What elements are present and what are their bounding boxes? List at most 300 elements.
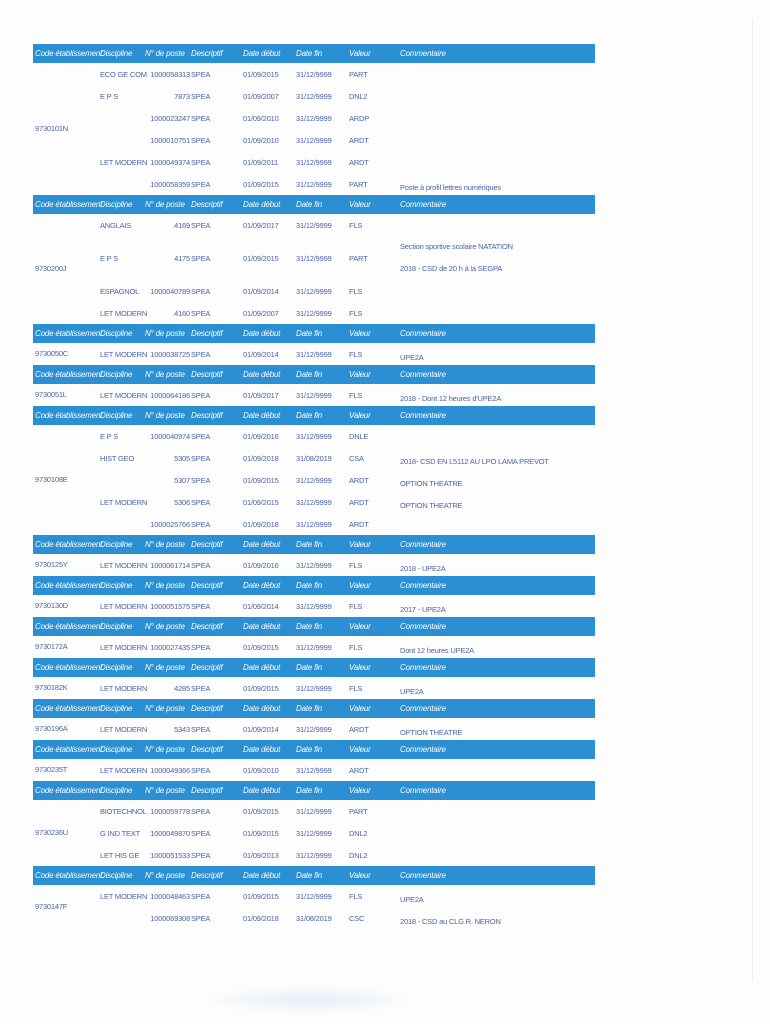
date-debut-cell: 01/09/2015 xyxy=(243,498,279,507)
descriptif-cell: SPEA xyxy=(191,309,211,318)
table-row xyxy=(33,595,595,617)
poste-number-cell: 1000038725 xyxy=(150,350,190,359)
table-header xyxy=(33,617,595,636)
etab-code: 9730235T xyxy=(35,765,68,774)
valeur-cell: ARDT xyxy=(349,136,369,145)
header-cell: Date fin xyxy=(296,704,322,713)
valeur-cell: PART xyxy=(349,180,368,189)
commentaire-cell: OPTION THEATRE xyxy=(400,479,463,488)
discipline-cell: BIOTECHNOL xyxy=(100,807,147,816)
poste-number-cell: 5343 xyxy=(174,725,190,734)
header-cell: Code établissement xyxy=(35,49,103,58)
table-row xyxy=(33,907,595,929)
header-cell: Commentaire xyxy=(400,370,446,379)
header-cell: Descriptif xyxy=(191,370,223,379)
etab-code: 9730236U xyxy=(35,828,69,837)
etab-block xyxy=(33,365,595,406)
discipline-cell: E P S xyxy=(100,432,119,441)
date-fin-cell: 31/12/9999 xyxy=(296,684,332,693)
date-fin-cell: 31/12/9999 xyxy=(296,851,332,860)
date-fin-cell: 31/12/9999 xyxy=(296,602,332,611)
commentaire-cell: Section sportive scolaire NATATION xyxy=(400,242,513,251)
table-row xyxy=(33,554,595,576)
poste-number-cell: 1000027435 xyxy=(150,643,190,652)
header-cell: Discipline xyxy=(100,786,133,795)
header-cell: Date début xyxy=(243,200,281,209)
date-debut-cell: 01/09/2014 xyxy=(243,287,279,296)
table-row xyxy=(33,447,595,469)
header-cell: Descriptif xyxy=(191,704,223,713)
poste-number-cell: 1000025766 xyxy=(150,520,190,529)
discipline-cell: LET HIS GE xyxy=(100,851,140,860)
header-cell: Descriptif xyxy=(191,581,223,590)
descriptif-cell: SPEA xyxy=(191,684,211,693)
descriptif-cell: SPEA xyxy=(191,498,211,507)
date-debut-cell: 01/09/2010 xyxy=(243,114,279,123)
poste-number-cell: 1000058313 xyxy=(150,70,190,79)
header-cell: Discipline xyxy=(100,745,133,754)
header-cell: N° de poste xyxy=(145,581,185,590)
poste-number-cell: 1000059778 xyxy=(150,807,190,816)
discipline-cell: LET MODERN xyxy=(100,158,148,167)
header-cell: Discipline xyxy=(100,581,133,590)
header-cell: Commentaire xyxy=(400,786,446,795)
header-cell: Date début xyxy=(243,663,281,672)
valeur-cell: ARDP xyxy=(349,114,370,123)
header-cell: Code établissement xyxy=(35,663,103,672)
poste-number-cell: 1000064186 xyxy=(150,391,190,400)
table-header xyxy=(33,658,595,677)
table-row xyxy=(33,236,595,280)
header-cell: N° de poste xyxy=(145,370,185,379)
header-cell: Date début xyxy=(243,411,281,420)
table-row xyxy=(33,844,595,866)
descriptif-cell: SPEA xyxy=(191,851,211,860)
header-cell: Date début xyxy=(243,745,281,754)
descriptif-cell: SPEA xyxy=(191,287,211,296)
date-debut-cell: 01/09/2015 xyxy=(243,807,279,816)
table-row xyxy=(33,302,595,324)
table-row xyxy=(33,759,595,781)
valeur-cell: FLS xyxy=(349,391,363,400)
header-cell: Date début xyxy=(243,329,281,338)
poste-number-cell: 1000049870 xyxy=(150,829,190,838)
header-cell: Discipline xyxy=(100,540,133,549)
valeur-cell: ARDT xyxy=(349,725,369,734)
etab-block xyxy=(33,406,595,535)
header-cell: Date fin xyxy=(296,370,322,379)
date-debut-cell: 01/09/2017 xyxy=(243,221,279,230)
header-cell: Code établissement xyxy=(35,581,103,590)
descriptif-cell: SPEA xyxy=(191,561,211,570)
header-cell: Commentaire xyxy=(400,581,446,590)
table-header xyxy=(33,406,595,425)
header-cell: Code établissement xyxy=(35,704,103,713)
valeur-cell: DNL2 xyxy=(349,92,368,101)
header-cell: Code établissement xyxy=(35,370,103,379)
header-cell: Date fin xyxy=(296,581,322,590)
header-cell: Descriptif xyxy=(191,329,223,338)
discipline-cell: E P S xyxy=(100,254,119,263)
valeur-cell: ARDT xyxy=(349,158,369,167)
header-cell: Discipline xyxy=(100,622,133,631)
date-debut-cell: 01/09/2018 xyxy=(243,914,279,923)
date-fin-cell: 31/12/9999 xyxy=(296,309,332,318)
poste-number-cell: 5306 xyxy=(174,498,190,507)
header-cell: Date fin xyxy=(296,540,322,549)
poste-number-cell: 1000069308 xyxy=(150,914,190,923)
header-cell: Discipline xyxy=(100,200,133,209)
commentaire-cell: 2018 - CSD de 20 h à la SEGPA xyxy=(400,264,503,273)
table-row xyxy=(33,636,595,658)
header-cell: Code établissement xyxy=(35,329,103,338)
valeur-cell: DNLE xyxy=(349,432,369,441)
header-cell: Code établissement xyxy=(35,786,103,795)
date-fin-cell: 31/12/9999 xyxy=(296,180,332,189)
valeur-cell: FLS xyxy=(349,892,363,901)
poste-number-cell: 1000048463 xyxy=(150,892,190,901)
commentaire-cell: 2018- CSD EN L5112 AU LPO LAMA PREVOT xyxy=(400,457,549,466)
date-fin-cell: 31/12/9999 xyxy=(296,829,332,838)
scan-edge xyxy=(752,20,753,980)
table-header xyxy=(33,866,595,885)
header-cell: Descriptif xyxy=(191,871,223,880)
date-fin-cell: 31/12/9999 xyxy=(296,520,332,529)
valeur-cell: PART xyxy=(349,70,368,79)
date-debut-cell: 01/09/2016 xyxy=(243,561,279,570)
poste-number-cell: 1000040789 xyxy=(150,287,190,296)
descriptif-cell: SPEA xyxy=(191,180,211,189)
poste-number-cell: 1000040974 xyxy=(150,432,190,441)
valeur-cell: FLS xyxy=(349,602,363,611)
descriptif-cell: SPEA xyxy=(191,914,211,923)
header-cell: Date début xyxy=(243,49,281,58)
header-cell: Discipline xyxy=(100,370,133,379)
header-cell: Commentaire xyxy=(400,871,446,880)
table-header xyxy=(33,195,595,214)
descriptif-cell: SPEA xyxy=(191,520,211,529)
poste-number-cell: 4160 xyxy=(174,309,190,318)
header-cell: Descriptif xyxy=(191,786,223,795)
table-row xyxy=(33,822,595,844)
descriptif-cell: SPEA xyxy=(191,643,211,652)
discipline-cell: LET MODERN xyxy=(100,643,148,652)
header-cell: Date début xyxy=(243,704,281,713)
etab-code: 9730050C xyxy=(35,349,69,358)
etab-code: 9730172A xyxy=(35,642,68,651)
descriptif-cell: SPEA xyxy=(191,136,211,145)
header-cell: Valeur xyxy=(349,871,371,880)
table-header xyxy=(33,781,595,800)
header-cell: Descriptif xyxy=(191,622,223,631)
valeur-cell: DNL2 xyxy=(349,829,368,838)
discipline-cell: LET MODERN xyxy=(100,309,148,318)
discipline-cell: LET MODERN xyxy=(100,725,148,734)
header-cell: Valeur xyxy=(349,786,371,795)
header-cell: Code établissement xyxy=(35,871,103,880)
valeur-cell: ARDT xyxy=(349,476,369,485)
discipline-cell: LET MODERN xyxy=(100,498,148,507)
document-table xyxy=(33,44,595,929)
header-cell: Commentaire xyxy=(400,540,446,549)
descriptif-cell: SPEA xyxy=(191,892,211,901)
header-cell: Discipline xyxy=(100,704,133,713)
valeur-cell: CSC xyxy=(349,914,365,923)
table-row xyxy=(33,151,595,173)
descriptif-cell: SPEA xyxy=(191,602,211,611)
date-fin-cell: 31/12/9999 xyxy=(296,766,332,775)
descriptif-cell: SPEA xyxy=(191,476,211,485)
etab-block xyxy=(33,324,595,365)
valeur-cell: FLS xyxy=(349,287,363,296)
valeur-cell: PART xyxy=(349,254,368,263)
header-cell: Code établissement xyxy=(35,622,103,631)
etab-code: 9730130D xyxy=(35,601,69,610)
poste-number-cell: 1000023247 xyxy=(150,114,190,123)
etab-block xyxy=(33,866,595,929)
descriptif-cell: SPEA xyxy=(191,92,211,101)
date-fin-cell: 31/12/9999 xyxy=(296,158,332,167)
header-cell: Commentaire xyxy=(400,663,446,672)
header-cell: Date début xyxy=(243,581,281,590)
table-row xyxy=(33,384,595,406)
descriptif-cell: SPEA xyxy=(191,807,211,816)
descriptif-cell: SPEA xyxy=(191,114,211,123)
date-fin-cell: 31/12/9999 xyxy=(296,432,332,441)
table-row xyxy=(33,280,595,302)
poste-number-cell: 1000051575 xyxy=(150,602,190,611)
date-debut-cell: 01/09/2015 xyxy=(243,684,279,693)
descriptif-cell: SPEA xyxy=(191,70,211,79)
date-debut-cell: 01/09/2015 xyxy=(243,254,279,263)
discipline-cell: ESPAGNOL xyxy=(100,287,140,296)
valeur-cell: FLS xyxy=(349,350,363,359)
header-cell: Discipline xyxy=(100,663,133,672)
commentaire-cell: 2018 - Dont 12 heures d'UPE2A xyxy=(400,394,502,403)
etab-code: 9730147F xyxy=(35,902,68,911)
header-cell: Date début xyxy=(243,622,281,631)
header-cell: N° de poste xyxy=(145,663,185,672)
date-debut-cell: 01/09/2015 xyxy=(243,70,279,79)
commentaire-cell: Poste à profil lettres numériques xyxy=(400,183,501,192)
etab-block xyxy=(33,44,595,195)
header-cell: Valeur xyxy=(349,704,371,713)
header-cell: Valeur xyxy=(349,49,371,58)
etab-code: 9730051L xyxy=(35,390,67,399)
header-cell: Code établissement xyxy=(35,540,103,549)
etab-block xyxy=(33,699,595,740)
header-cell: Valeur xyxy=(349,370,371,379)
date-fin-cell: 31/12/9999 xyxy=(296,114,332,123)
date-fin-cell: 31/12/9999 xyxy=(296,70,332,79)
descriptif-cell: SPEA xyxy=(191,454,211,463)
header-cell: Date fin xyxy=(296,411,322,420)
valeur-cell: FLS xyxy=(349,684,363,693)
valeur-cell: FLS xyxy=(349,309,363,318)
etab-code: 9730196A xyxy=(35,724,68,733)
discipline-cell: G IND TEXT xyxy=(100,829,140,838)
header-cell: Date fin xyxy=(296,49,322,58)
commentaire-cell: Dont 12 heures UPE2A xyxy=(400,646,474,655)
header-cell: Date fin xyxy=(296,745,322,754)
header-cell: N° de poste xyxy=(145,704,185,713)
table-row xyxy=(33,800,595,822)
date-debut-cell: 01/09/2015 xyxy=(243,643,279,652)
commentaire-cell: UPE2A xyxy=(400,687,424,696)
descriptif-cell: SPEA xyxy=(191,254,211,263)
date-debut-cell: 01/09/2007 xyxy=(243,309,279,318)
table-row xyxy=(33,513,595,535)
header-cell: Valeur xyxy=(349,540,371,549)
header-cell: N° de poste xyxy=(145,622,185,631)
discipline-cell: LET MODERN xyxy=(100,561,148,570)
header-cell: Date début xyxy=(243,871,281,880)
etab-block xyxy=(33,195,595,324)
header-cell: Date fin xyxy=(296,871,322,880)
commentaire-cell: OPTION THEATRE xyxy=(400,728,463,737)
date-fin-cell: 31/12/9999 xyxy=(296,807,332,816)
header-cell: Discipline xyxy=(100,411,133,420)
date-debut-cell: 01/09/2013 xyxy=(243,851,279,860)
header-cell: Commentaire xyxy=(400,704,446,713)
descriptif-cell: SPEA xyxy=(191,391,211,400)
header-cell: Descriptif xyxy=(191,540,223,549)
header-cell: Date fin xyxy=(296,622,322,631)
header-cell: N° de poste xyxy=(145,411,185,420)
date-fin-cell: 31/12/9999 xyxy=(296,476,332,485)
etab-code: 9730125Y xyxy=(35,560,68,569)
header-cell: Descriptif xyxy=(191,49,223,58)
header-cell: Valeur xyxy=(349,663,371,672)
header-cell: Code établissement xyxy=(35,411,103,420)
header-cell: Valeur xyxy=(349,200,371,209)
header-cell: Commentaire xyxy=(400,411,446,420)
table-row xyxy=(33,469,595,491)
descriptif-cell: SPEA xyxy=(191,432,211,441)
date-debut-cell: 01/09/2007 xyxy=(243,92,279,101)
date-debut-cell: 01/09/2018 xyxy=(243,520,279,529)
valeur-cell: ARDT xyxy=(349,498,369,507)
date-debut-cell: 01/09/2010 xyxy=(243,766,279,775)
date-fin-cell: 31/12/9999 xyxy=(296,892,332,901)
discipline-cell: LET MODERN xyxy=(100,684,148,693)
table-row xyxy=(33,885,595,907)
header-cell: N° de poste xyxy=(145,745,185,754)
poste-number-cell: 5305 xyxy=(174,454,190,463)
date-debut-cell: 01/09/2015 xyxy=(243,829,279,838)
descriptif-cell: SPEA xyxy=(191,829,211,838)
table-row xyxy=(33,718,595,740)
header-cell: Commentaire xyxy=(400,622,446,631)
header-cell: Date début xyxy=(243,786,281,795)
commentaire-cell: UPE2A xyxy=(400,353,424,362)
table-row xyxy=(33,677,595,699)
date-fin-cell: 31/12/9999 xyxy=(296,254,332,263)
etab-code: 9730108E xyxy=(35,475,68,484)
commentaire-cell: 2018 - CSD au CLG R. NERON xyxy=(400,917,501,926)
date-debut-cell: 01/09/2014 xyxy=(243,602,279,611)
table-row xyxy=(33,425,595,447)
header-cell: N° de poste xyxy=(145,871,185,880)
header-cell: Descriptif xyxy=(191,745,223,754)
discipline-cell: LET MODERN xyxy=(100,766,148,775)
header-cell: Date début xyxy=(243,540,281,549)
etab-block xyxy=(33,658,595,699)
poste-number-cell: 4169 xyxy=(174,221,190,230)
poste-number-cell: 1000061714 xyxy=(150,561,190,570)
header-cell: N° de poste xyxy=(145,786,185,795)
header-cell: N° de poste xyxy=(145,329,185,338)
valeur-cell: FLS xyxy=(349,643,363,652)
header-cell: Descriptif xyxy=(191,200,223,209)
table-header xyxy=(33,365,595,384)
discipline-cell: E P S xyxy=(100,92,119,101)
valeur-cell: ARDT xyxy=(349,766,369,775)
valeur-cell: FLS xyxy=(349,221,363,230)
commentaire-cell: 2018 - UPE2A xyxy=(400,564,446,573)
header-cell: N° de poste xyxy=(145,540,185,549)
header-cell: Commentaire xyxy=(400,200,446,209)
header-cell: Valeur xyxy=(349,622,371,631)
date-fin-cell: 31/12/9999 xyxy=(296,725,332,734)
commentaire-cell: UPE2A xyxy=(400,895,424,904)
poste-number-cell: 4175 xyxy=(174,254,190,263)
header-cell: Commentaire xyxy=(400,745,446,754)
date-debut-cell: 01/09/2010 xyxy=(243,136,279,145)
date-fin-cell: 31/12/9999 xyxy=(296,643,332,652)
table-row xyxy=(33,85,595,107)
discipline-cell: LET MODERN xyxy=(100,391,148,400)
table-header xyxy=(33,324,595,343)
poste-number-cell: 1000049374 xyxy=(150,158,190,167)
header-cell: Date début xyxy=(243,370,281,379)
table-header xyxy=(33,699,595,718)
valeur-cell: CSA xyxy=(349,454,364,463)
etab-code: 9730200J xyxy=(35,264,67,273)
header-cell: Code établissement xyxy=(35,200,103,209)
commentaire-cell: OPTION THEATRE xyxy=(400,501,463,510)
table-row xyxy=(33,107,595,129)
date-fin-cell: 31/12/9999 xyxy=(296,221,332,230)
poste-number-cell: 7873 xyxy=(174,92,190,101)
table-row xyxy=(33,491,595,513)
discipline-cell: LET MODERN xyxy=(100,602,148,611)
header-cell: Valeur xyxy=(349,329,371,338)
descriptif-cell: SPEA xyxy=(191,725,211,734)
etab-block xyxy=(33,535,595,576)
valeur-cell: FLS xyxy=(349,561,363,570)
table-header xyxy=(33,576,595,595)
date-fin-cell: 31/12/9999 xyxy=(296,287,332,296)
date-fin-cell: 31/12/9999 xyxy=(296,136,332,145)
discipline-cell: ECO GE COM xyxy=(100,70,147,79)
table-row xyxy=(33,343,595,365)
poste-number-cell: 4285 xyxy=(174,684,190,693)
date-debut-cell: 01/09/2014 xyxy=(243,725,279,734)
date-fin-cell: 31/12/9999 xyxy=(296,498,332,507)
descriptif-cell: SPEA xyxy=(191,766,211,775)
poste-number-cell: 1000010751 xyxy=(150,136,190,145)
poste-number-cell: 5307 xyxy=(174,476,190,485)
header-cell: N° de poste xyxy=(145,200,185,209)
valeur-cell: PART xyxy=(349,807,368,816)
header-cell: N° de poste xyxy=(145,49,185,58)
header-cell: Discipline xyxy=(100,49,133,58)
date-fin-cell: 31/08/2019 xyxy=(296,914,332,923)
poste-number-cell: 1000051533 xyxy=(150,851,190,860)
date-fin-cell: 31/12/9999 xyxy=(296,350,332,359)
date-debut-cell: 01/09/2015 xyxy=(243,892,279,901)
